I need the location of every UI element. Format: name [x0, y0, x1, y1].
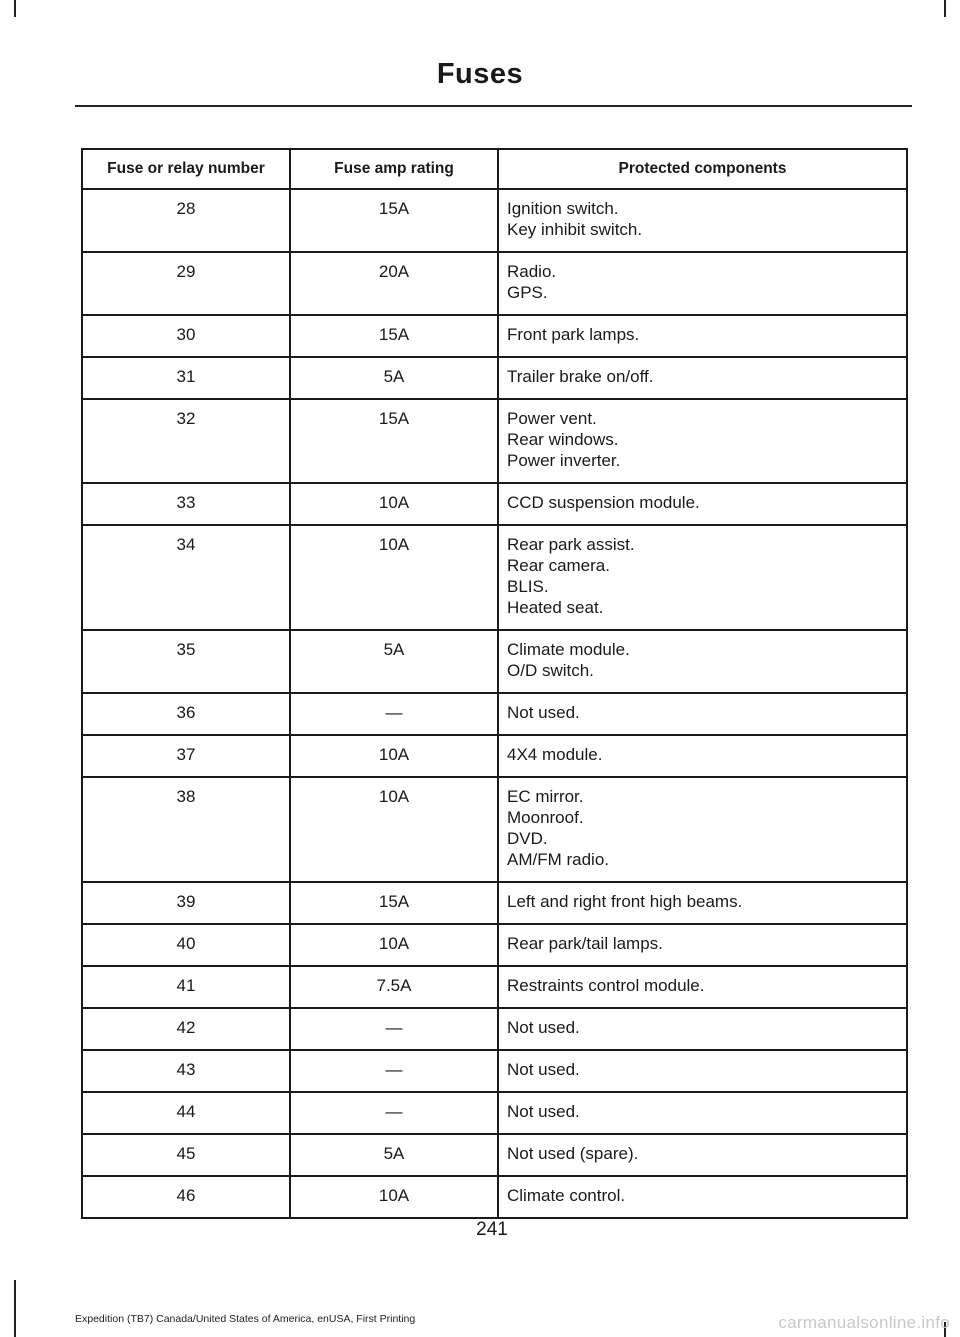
table-row [82, 630, 907, 693]
page-number: 241 [476, 1219, 508, 1240]
table-row [82, 357, 907, 399]
table-header-row [82, 149, 907, 189]
component-line: Power vent. [507, 409, 597, 428]
protected-components-cell [498, 735, 907, 777]
fuse-number-cell: 35 [82, 630, 290, 693]
component-line: EC mirror. [507, 787, 584, 806]
fuse-number-cell: 39 [82, 882, 290, 924]
fuse-number-cell: 32 [82, 399, 290, 483]
amp-rating-cell: — [290, 1092, 498, 1134]
amp-rating-cell: 5A [290, 357, 498, 399]
amp-rating-cell: — [290, 1008, 498, 1050]
protected-components-cell [498, 189, 907, 252]
protected-components-cell [498, 252, 907, 315]
footer-text: Expedition (TB7) Canada/United States of America, enUSA, First Printing [75, 1313, 416, 1325]
component-line: Not used. [507, 1102, 580, 1121]
header-protected-components: Protected components [498, 149, 907, 189]
page-title: Fuses [436, 58, 524, 90]
fuse-number-cell: 38 [82, 777, 290, 882]
protected-components-cell [498, 882, 907, 924]
component-line: Ignition switch. [507, 199, 619, 218]
fuse-number-cell: 45 [82, 1134, 290, 1176]
component-line: Climate control. [507, 1186, 626, 1205]
component-line: Left and right front high beams. [507, 892, 743, 911]
fuse-number-cell: 33 [82, 483, 290, 525]
amp-rating-cell: — [290, 1050, 498, 1092]
title-rule [75, 105, 912, 107]
component-line: Not used (spare). [507, 1144, 639, 1163]
fuse-number-cell: 42 [82, 1008, 290, 1050]
protected-components-cell [498, 924, 907, 966]
protected-components-cell [498, 1092, 907, 1134]
component-line: CCD suspension module. [507, 493, 700, 512]
amp-rating-cell: 5A [290, 1134, 498, 1176]
fuse-number-cell: 34 [82, 525, 290, 630]
fuse-number-cell: 28 [82, 189, 290, 252]
header-fuse-number: Fuse or relay number [82, 149, 290, 189]
table-row [82, 735, 907, 777]
watermark: carmanualsonline.info [778, 1313, 950, 1332]
crop-mark-top-right [944, 0, 946, 17]
amp-rating-cell: 15A [290, 189, 498, 252]
component-line: Trailer brake on/off. [507, 367, 654, 386]
amp-rating-cell: 15A [290, 315, 498, 357]
table-row [82, 252, 907, 315]
table-row [82, 483, 907, 525]
fuse-number-cell: 29 [82, 252, 290, 315]
amp-rating-cell: 10A [290, 777, 498, 882]
amp-rating-cell: 10A [290, 1176, 498, 1218]
amp-rating-cell: 10A [290, 735, 498, 777]
protected-components-cell [498, 966, 907, 1008]
component-line: Not used. [507, 703, 580, 722]
fuse-number-cell: 36 [82, 693, 290, 735]
protected-components-cell [498, 1008, 907, 1050]
fuse-number-cell: 43 [82, 1050, 290, 1092]
amp-rating-cell: 10A [290, 924, 498, 966]
table-body [82, 189, 907, 1218]
table-row [82, 882, 907, 924]
component-line: Moonroof. [507, 808, 584, 827]
protected-components-cell [498, 315, 907, 357]
protected-components-cell [498, 630, 907, 693]
component-line: BLIS. [507, 577, 549, 596]
amp-rating-cell: 20A [290, 252, 498, 315]
table-row [82, 1050, 907, 1092]
table-row [82, 1134, 907, 1176]
component-line: Not used. [507, 1018, 580, 1037]
component-line: Key inhibit switch. [507, 220, 643, 239]
table-row [82, 189, 907, 252]
amp-rating-cell: 7.5A [290, 966, 498, 1008]
component-line: Heated seat. [507, 598, 604, 617]
amp-rating-cell: — [290, 693, 498, 735]
crop-mark-bottom-left [14, 1280, 16, 1337]
protected-components-cell [498, 777, 907, 882]
protected-components-cell [498, 525, 907, 630]
protected-components-cell [498, 483, 907, 525]
table-row [82, 315, 907, 357]
component-line: Rear park/tail lamps. [507, 934, 663, 953]
component-line: AM/FM radio. [507, 850, 610, 869]
table-row [82, 399, 907, 483]
amp-rating-cell: 15A [290, 882, 498, 924]
component-line: Front park lamps. [507, 325, 640, 344]
protected-components-cell [498, 399, 907, 483]
protected-components-cell [498, 357, 907, 399]
table-row [82, 1092, 907, 1134]
table-row [82, 1008, 907, 1050]
table-row [82, 525, 907, 630]
fuse-number-cell: 41 [82, 966, 290, 1008]
fuse-number-cell: 44 [82, 1092, 290, 1134]
table-row [82, 924, 907, 966]
component-line: O/D switch. [507, 661, 594, 680]
amp-rating-cell: 5A [290, 630, 498, 693]
fuse-number-cell: 31 [82, 357, 290, 399]
component-line: Rear windows. [507, 430, 619, 449]
component-line: Restraints control module. [507, 976, 705, 995]
crop-mark-top-left [14, 0, 16, 17]
protected-components-cell [498, 1176, 907, 1218]
table-row [82, 1176, 907, 1218]
table-row [82, 777, 907, 882]
protected-components-cell [498, 1050, 907, 1092]
header-amp-rating: Fuse amp rating [290, 149, 498, 189]
component-line: Rear park assist. [507, 535, 635, 554]
fuse-number-cell: 30 [82, 315, 290, 357]
protected-components-cell [498, 1134, 907, 1176]
component-line: Radio. [507, 262, 557, 281]
amp-rating-cell: 15A [290, 399, 498, 483]
component-line: 4X4 module. [507, 745, 603, 764]
component-line: Climate module. [507, 640, 630, 659]
component-line: Power inverter. [507, 451, 621, 470]
table-row [82, 966, 907, 1008]
fuse-table [81, 148, 908, 1219]
amp-rating-cell: 10A [290, 525, 498, 630]
fuse-number-cell: 46 [82, 1176, 290, 1218]
component-line: Not used. [507, 1060, 580, 1079]
component-line: Rear camera. [507, 556, 610, 575]
component-line: GPS. [507, 283, 548, 302]
fuse-number-cell: 40 [82, 924, 290, 966]
protected-components-cell [498, 693, 907, 735]
amp-rating-cell: 10A [290, 483, 498, 525]
fuse-number-cell: 37 [82, 735, 290, 777]
component-line: DVD. [507, 829, 548, 848]
table-row [82, 693, 907, 735]
